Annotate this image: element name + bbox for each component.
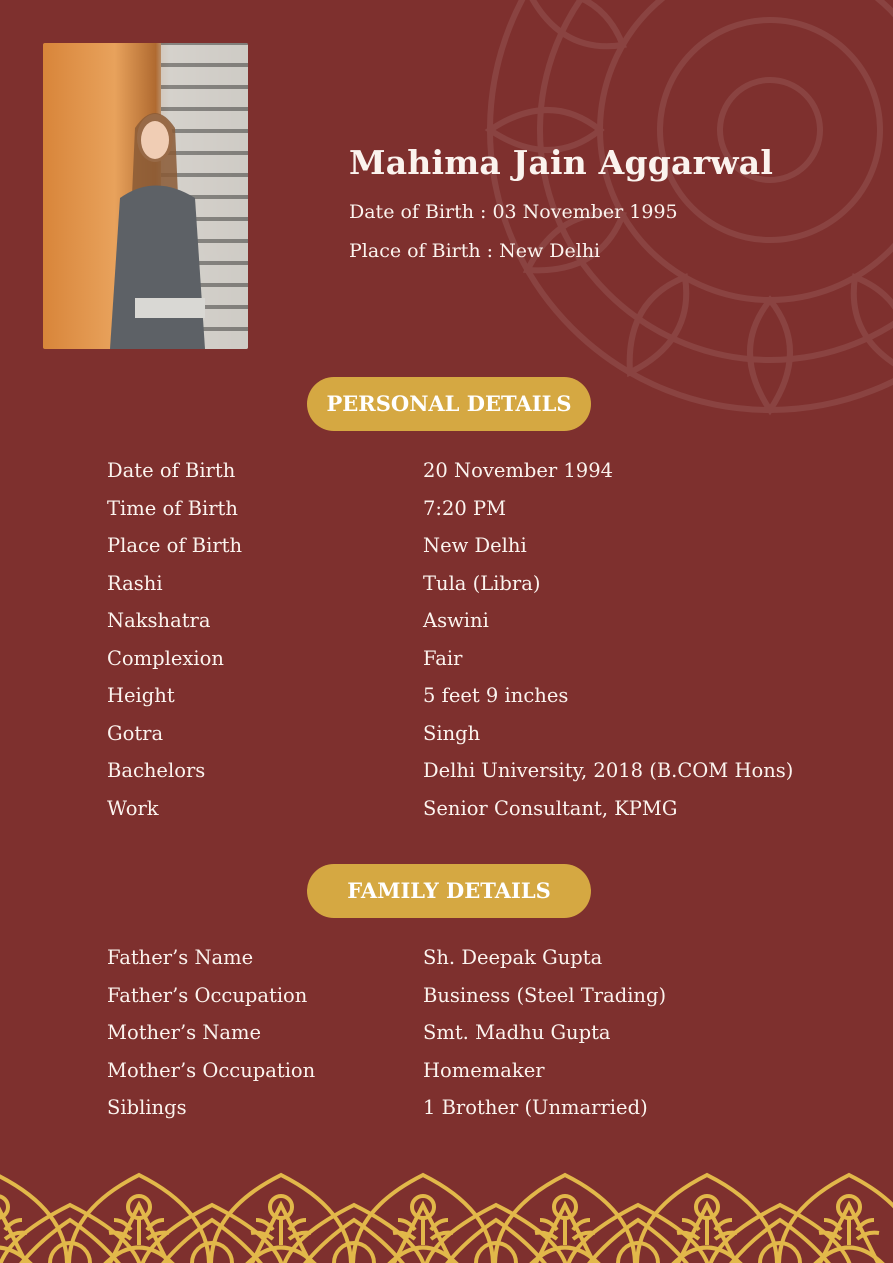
profile-pob: Place of Birth : New Delhi (349, 240, 601, 262)
personal-details-list (107, 459, 827, 834)
detail-row (107, 534, 827, 572)
detail-value: Aswini (423, 609, 489, 632)
detail-row (107, 1059, 827, 1097)
detail-label: Work (107, 796, 159, 820)
detail-row (107, 797, 827, 835)
detail-label: Father’s Name (107, 946, 254, 969)
detail-row (107, 1021, 827, 1059)
detail-row (107, 946, 827, 984)
detail-value: Senior Consultant, KPMG (423, 796, 678, 820)
detail-row (107, 684, 827, 722)
detail-row (107, 984, 827, 1022)
profile-dob: Date of Birth : 03 November 1995 (349, 201, 678, 223)
detail-value: Business (Steel Trading) (423, 983, 667, 1007)
family-details-list (107, 946, 827, 1134)
detail-label: Siblings (107, 1096, 187, 1119)
detail-label: Bachelors (107, 759, 206, 782)
personal-details-heading: PERSONAL DETAILS (307, 377, 591, 431)
detail-row (107, 572, 827, 610)
detail-value: Fair (423, 646, 463, 670)
detail-label: Rashi (107, 571, 163, 595)
detail-row (107, 759, 827, 797)
detail-label: Complexion (107, 646, 224, 670)
detail-value: Homemaker (423, 1058, 545, 1082)
detail-label: Father’s Occupation (107, 983, 308, 1007)
detail-row (107, 609, 827, 647)
detail-label: Nakshatra (107, 609, 211, 632)
detail-value: Sh. Deepak Gupta (423, 946, 603, 969)
detail-value: Smt. Madhu Gupta (423, 1021, 611, 1044)
detail-label: Gotra (107, 721, 164, 745)
detail-value: 1 Brother (Unmarried) (423, 1096, 648, 1119)
detail-row (107, 647, 827, 685)
detail-row (107, 1096, 827, 1134)
detail-label: Place of Birth (107, 534, 243, 557)
detail-label: Height (107, 684, 175, 707)
detail-value: Singh (423, 721, 481, 745)
detail-label: Mother’s Occupation (107, 1058, 316, 1082)
detail-value: New Delhi (423, 534, 527, 557)
detail-label: Mother’s Name (107, 1021, 262, 1044)
family-details-heading: FAMILY DETAILS (307, 864, 591, 918)
detail-label: Time of Birth (107, 496, 238, 520)
footer-ornament-border (0, 1165, 893, 1263)
detail-row (107, 497, 827, 535)
detail-value: Tula (Libra) (423, 571, 541, 595)
profile-name: Mahima Jain Aggarwal (349, 143, 774, 182)
detail-value: 5 feet 9 inches (423, 684, 569, 707)
profile-photo (43, 43, 248, 349)
detail-value: 7:20 PM (423, 496, 507, 520)
detail-row (107, 722, 827, 760)
detail-value: 20 November 1994 (423, 459, 614, 482)
detail-row (107, 459, 827, 497)
detail-value: Delhi University, 2018 (B.COM Hons) (423, 759, 794, 782)
detail-label: Date of Birth (107, 459, 236, 482)
